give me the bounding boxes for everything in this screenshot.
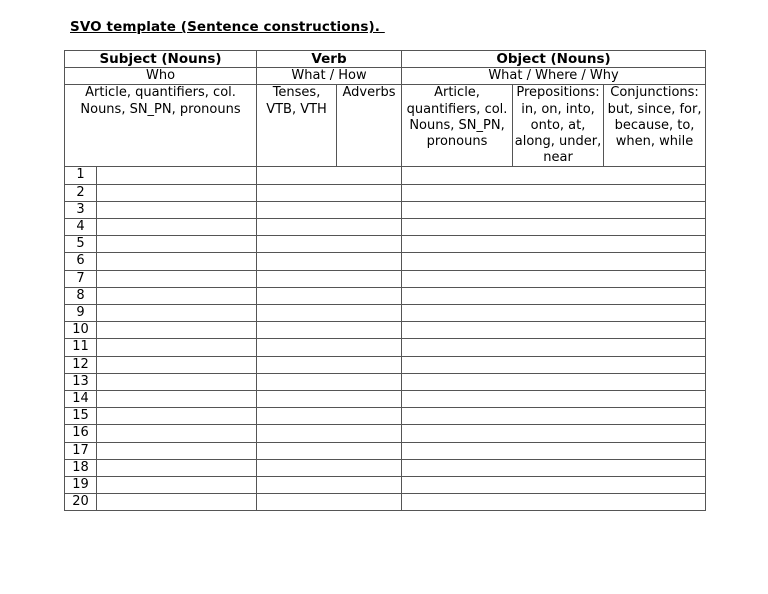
row-number: 15 <box>65 408 97 425</box>
object-cell[interactable] <box>402 253 706 270</box>
subject-cell[interactable] <box>97 356 257 373</box>
subject-cell[interactable] <box>97 459 257 476</box>
object-cell[interactable] <box>402 184 706 201</box>
table-row <box>65 201 706 218</box>
table-row <box>65 184 706 201</box>
object-cell[interactable] <box>402 391 706 408</box>
svo-table <box>64 50 706 511</box>
conjunctions-detail: Conjunctions: but, since, for, because, to, when, while <box>604 85 706 167</box>
object-cell[interactable] <box>402 459 706 476</box>
row-number: 11 <box>65 339 97 356</box>
row-number: 4 <box>65 219 97 236</box>
subject-cell[interactable] <box>97 494 257 511</box>
tenses-detail: Tenses, VTB, VTH <box>257 85 337 167</box>
row-number: 20 <box>65 494 97 511</box>
subject-cell[interactable] <box>97 425 257 442</box>
row-number: 2 <box>65 184 97 201</box>
header-row <box>65 51 706 68</box>
table-row <box>65 167 706 184</box>
subject-cell[interactable] <box>97 253 257 270</box>
table-row <box>65 494 706 511</box>
subject-cell[interactable] <box>97 219 257 236</box>
verb-cell[interactable] <box>257 201 402 218</box>
subject-header: Subject (Nouns) <box>65 51 257 68</box>
row-number: 14 <box>65 391 97 408</box>
verb-cell[interactable] <box>257 391 402 408</box>
table-row <box>65 322 706 339</box>
subject-cell[interactable] <box>97 339 257 356</box>
table-row <box>65 236 706 253</box>
table-row <box>65 339 706 356</box>
row-number: 5 <box>65 236 97 253</box>
verb-cell[interactable] <box>257 425 402 442</box>
verb-cell[interactable] <box>257 408 402 425</box>
verb-cell[interactable] <box>257 270 402 287</box>
verb-cell[interactable] <box>257 253 402 270</box>
subject-cell[interactable] <box>97 373 257 390</box>
verb-cell[interactable] <box>257 459 402 476</box>
row-number: 13 <box>65 373 97 390</box>
subject-cell[interactable] <box>97 408 257 425</box>
verb-cell[interactable] <box>257 477 402 494</box>
verb-cell[interactable] <box>257 287 402 304</box>
table-row <box>65 356 706 373</box>
verb-cell[interactable] <box>257 167 402 184</box>
subject-cell[interactable] <box>97 167 257 184</box>
subject-cell[interactable] <box>97 322 257 339</box>
table-row <box>65 305 706 322</box>
prepositions-detail: Prepositions: in, on, into, onto, at, along, under, near <box>513 85 604 167</box>
table-row <box>65 442 706 459</box>
row-number: 12 <box>65 356 97 373</box>
table-row <box>65 408 706 425</box>
row-number: 9 <box>65 305 97 322</box>
subject-cell[interactable] <box>97 201 257 218</box>
object-cell[interactable] <box>402 477 706 494</box>
object-cell[interactable] <box>402 305 706 322</box>
subject-cell[interactable] <box>97 184 257 201</box>
verb-cell[interactable] <box>257 494 402 511</box>
object-cell[interactable] <box>402 287 706 304</box>
verb-cell[interactable] <box>257 356 402 373</box>
verb-cell[interactable] <box>257 339 402 356</box>
subject-cell[interactable] <box>97 391 257 408</box>
row-number: 18 <box>65 459 97 476</box>
verb-cell[interactable] <box>257 442 402 459</box>
verb-cell[interactable] <box>257 184 402 201</box>
table-row <box>65 219 706 236</box>
object-cell[interactable] <box>402 442 706 459</box>
table-row <box>65 425 706 442</box>
table-row <box>65 373 706 390</box>
object-cell[interactable] <box>402 201 706 218</box>
object-cell[interactable] <box>402 408 706 425</box>
row-number: 16 <box>65 425 97 442</box>
object-cell[interactable] <box>402 236 706 253</box>
row-number: 7 <box>65 270 97 287</box>
verb-cell[interactable] <box>257 305 402 322</box>
verb-cell[interactable] <box>257 219 402 236</box>
adverbs-detail: Adverbs <box>337 85 402 167</box>
verb-header: Verb <box>257 51 402 68</box>
row-number: 17 <box>65 442 97 459</box>
table-row <box>65 391 706 408</box>
verb-cell[interactable] <box>257 236 402 253</box>
subject-detail: Article, quantifiers, col. Nouns, SN_PN, pronouns <box>65 85 257 167</box>
verb-cell[interactable] <box>257 322 402 339</box>
row-number: 8 <box>65 287 97 304</box>
table-row <box>65 287 706 304</box>
subject-cell[interactable] <box>97 305 257 322</box>
subject-cell[interactable] <box>97 236 257 253</box>
subject-cell[interactable] <box>97 442 257 459</box>
verb-subheader: What / How <box>257 68 402 85</box>
object-subheader: What / Where / Why <box>402 68 706 85</box>
object-cell[interactable] <box>402 167 706 184</box>
object-cell[interactable] <box>402 494 706 511</box>
object-header: Object (Nouns) <box>402 51 706 68</box>
object-cell[interactable] <box>402 339 706 356</box>
detail-row <box>65 85 706 167</box>
subject-cell[interactable] <box>97 287 257 304</box>
page-title: SVO template (Sentence constructions). <box>70 19 385 35</box>
table-row <box>65 270 706 287</box>
table-row <box>65 477 706 494</box>
row-number: 6 <box>65 253 97 270</box>
row-number: 10 <box>65 322 97 339</box>
object-cell[interactable] <box>402 425 706 442</box>
row-number: 1 <box>65 167 97 184</box>
verb-cell[interactable] <box>257 373 402 390</box>
table-row <box>65 253 706 270</box>
subject-cell[interactable] <box>97 477 257 494</box>
object-cell[interactable] <box>402 356 706 373</box>
object-cell[interactable] <box>402 219 706 236</box>
object-article-detail: Article, quantifiers, col. Nouns, SN_PN, pronouns <box>402 85 513 167</box>
object-cell[interactable] <box>402 270 706 287</box>
row-number: 3 <box>65 201 97 218</box>
subject-subheader: Who <box>65 68 257 85</box>
row-number: 19 <box>65 477 97 494</box>
subheader-row <box>65 68 706 85</box>
subject-cell[interactable] <box>97 270 257 287</box>
object-cell[interactable] <box>402 373 706 390</box>
table-row <box>65 459 706 476</box>
object-cell[interactable] <box>402 322 706 339</box>
